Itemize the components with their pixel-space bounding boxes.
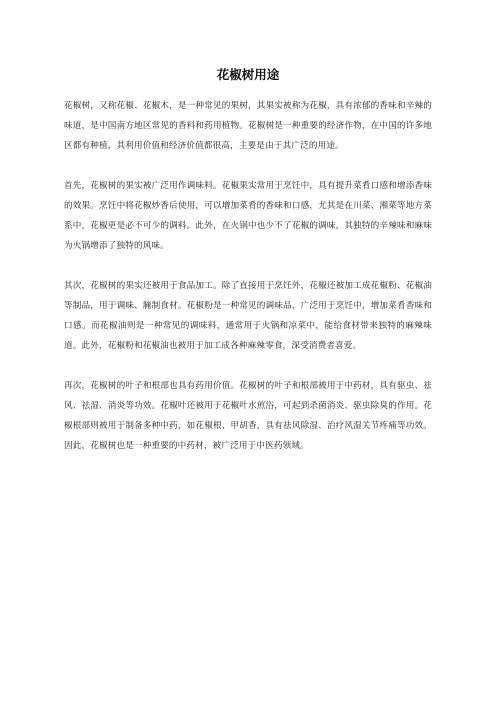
paragraph-food-processing: 其次，花椒树的果实还被用于食品加工。除了直接用于烹饪外，花椒还被加工成花椒粉、花椒油等制品，用于调味、腌制食材。花椒粉是一种常见的调味品，广泛用于烹饪中，增加菜肴香味和口感。而花椒油则是一种常见的调味料，通常用于火锅和凉菜中，能给食材带来独特的麻辣味道。此外，花椒粉和花椒油也被用于加工成各种麻辣零食，深受消费者喜爱。 [64,281,432,351]
paragraph-seasoning: 首先，花椒树的果实被广泛用作调味料。花椒果实常用于烹饪中，具有提升菜肴口感和增添香味的效果。烹饪中将花椒炒香后使用，可以增加菜肴的香味和口感，尤其是在川菜、湘菜等地方菜系中，花椒更是必不可少的调料。此外，在火锅中也少不了花椒的调味，其独特的辛辣味和麻味为火锅增添了独特的风味。 [64,181,432,251]
document-title: 花椒树用途 [216,67,280,82]
paragraph-medicinal: 再次，花椒树的叶子和根部也具有药用价值。花椒树的叶子和根部被用于中药材，具有驱虫、祛风、祛湿、消炎等功效。花椒叶还被用于花椒叶水煎浴，可起到杀菌消炎、驱虫除臭的作用。花椒根部则被用于制备多种中药，如花椒根、甲胡香，具有祛风除湿、治疗风湿关节疼痛等功效。因此，花椒树也是一种重要的中药材，被广泛用于中医药领域。 [64,381,432,451]
paragraph-intro: 花椒树，又称花椒、花椒木，是一种常见的果树，其果实被称为花椒，具有浓郁的香味和辛辣的味道，是中国南方地区常见的香料和药用植物。花椒树是一种重要的经济作物，在中国的许多地区都有种植，其利用价值和经济价值都很高，主要是由于其广泛的用途。 [64,101,432,151]
